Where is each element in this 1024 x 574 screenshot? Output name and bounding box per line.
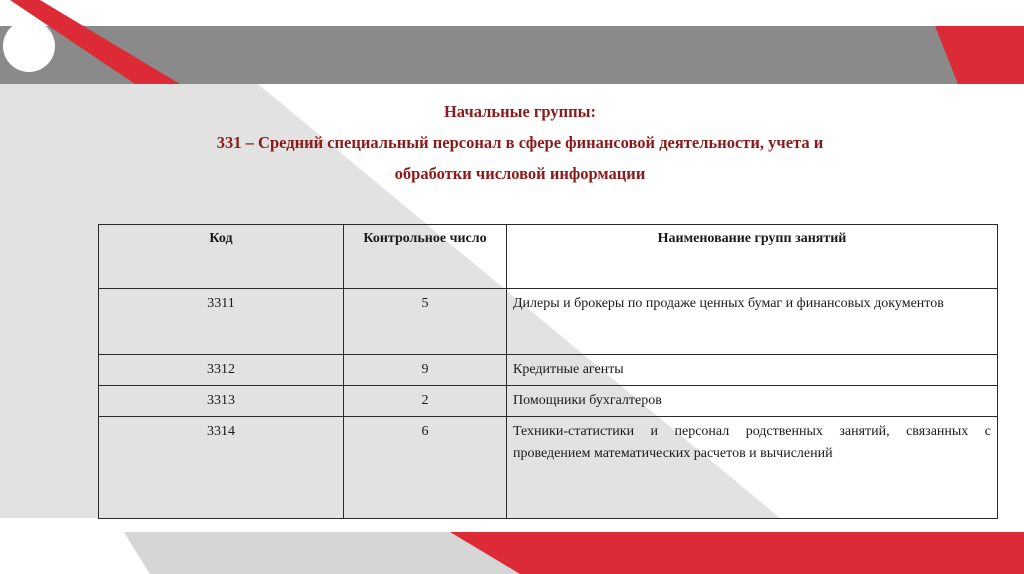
decorative-circle (3, 20, 55, 72)
slide-title (130, 96, 910, 189)
cell-name: Дилеры и брокеры по продаже ценных бумаг и финансовых документов (507, 289, 998, 355)
cell-name: Кредитные агенты (507, 355, 998, 386)
table-row (99, 289, 998, 355)
cell-name: Помощники бухгалтеров (507, 386, 998, 417)
cell-code: 3311 (99, 289, 344, 355)
cell-code: 3312 (99, 355, 344, 386)
table-row (99, 386, 998, 417)
cell-name: Техники-статистики и персонал родственных занятий, связанных с проведением математических расчетов и вычислений (507, 417, 998, 519)
header-group-name: Наименование групп занятий (507, 225, 998, 289)
header-code: Код (99, 225, 344, 289)
title-line-2: 331 – Средний специальный персонал в сфере финансовой деятельности, учета и (216, 133, 824, 152)
table-row (99, 355, 998, 386)
cell-control: 6 (344, 417, 507, 519)
header-control-number: Контрольное число (344, 225, 507, 289)
cell-code: 3313 (99, 386, 344, 417)
table-header-row (99, 225, 998, 289)
occupation-groups-table (98, 224, 998, 519)
cell-control: 5 (344, 289, 507, 355)
cell-control: 9 (344, 355, 507, 386)
table-row (99, 417, 998, 519)
cell-control: 2 (344, 386, 507, 417)
title-line-3: обработки числовой информации (394, 164, 646, 183)
cell-code: 3314 (99, 417, 344, 519)
title-line-1: Начальные группы: (443, 102, 597, 121)
